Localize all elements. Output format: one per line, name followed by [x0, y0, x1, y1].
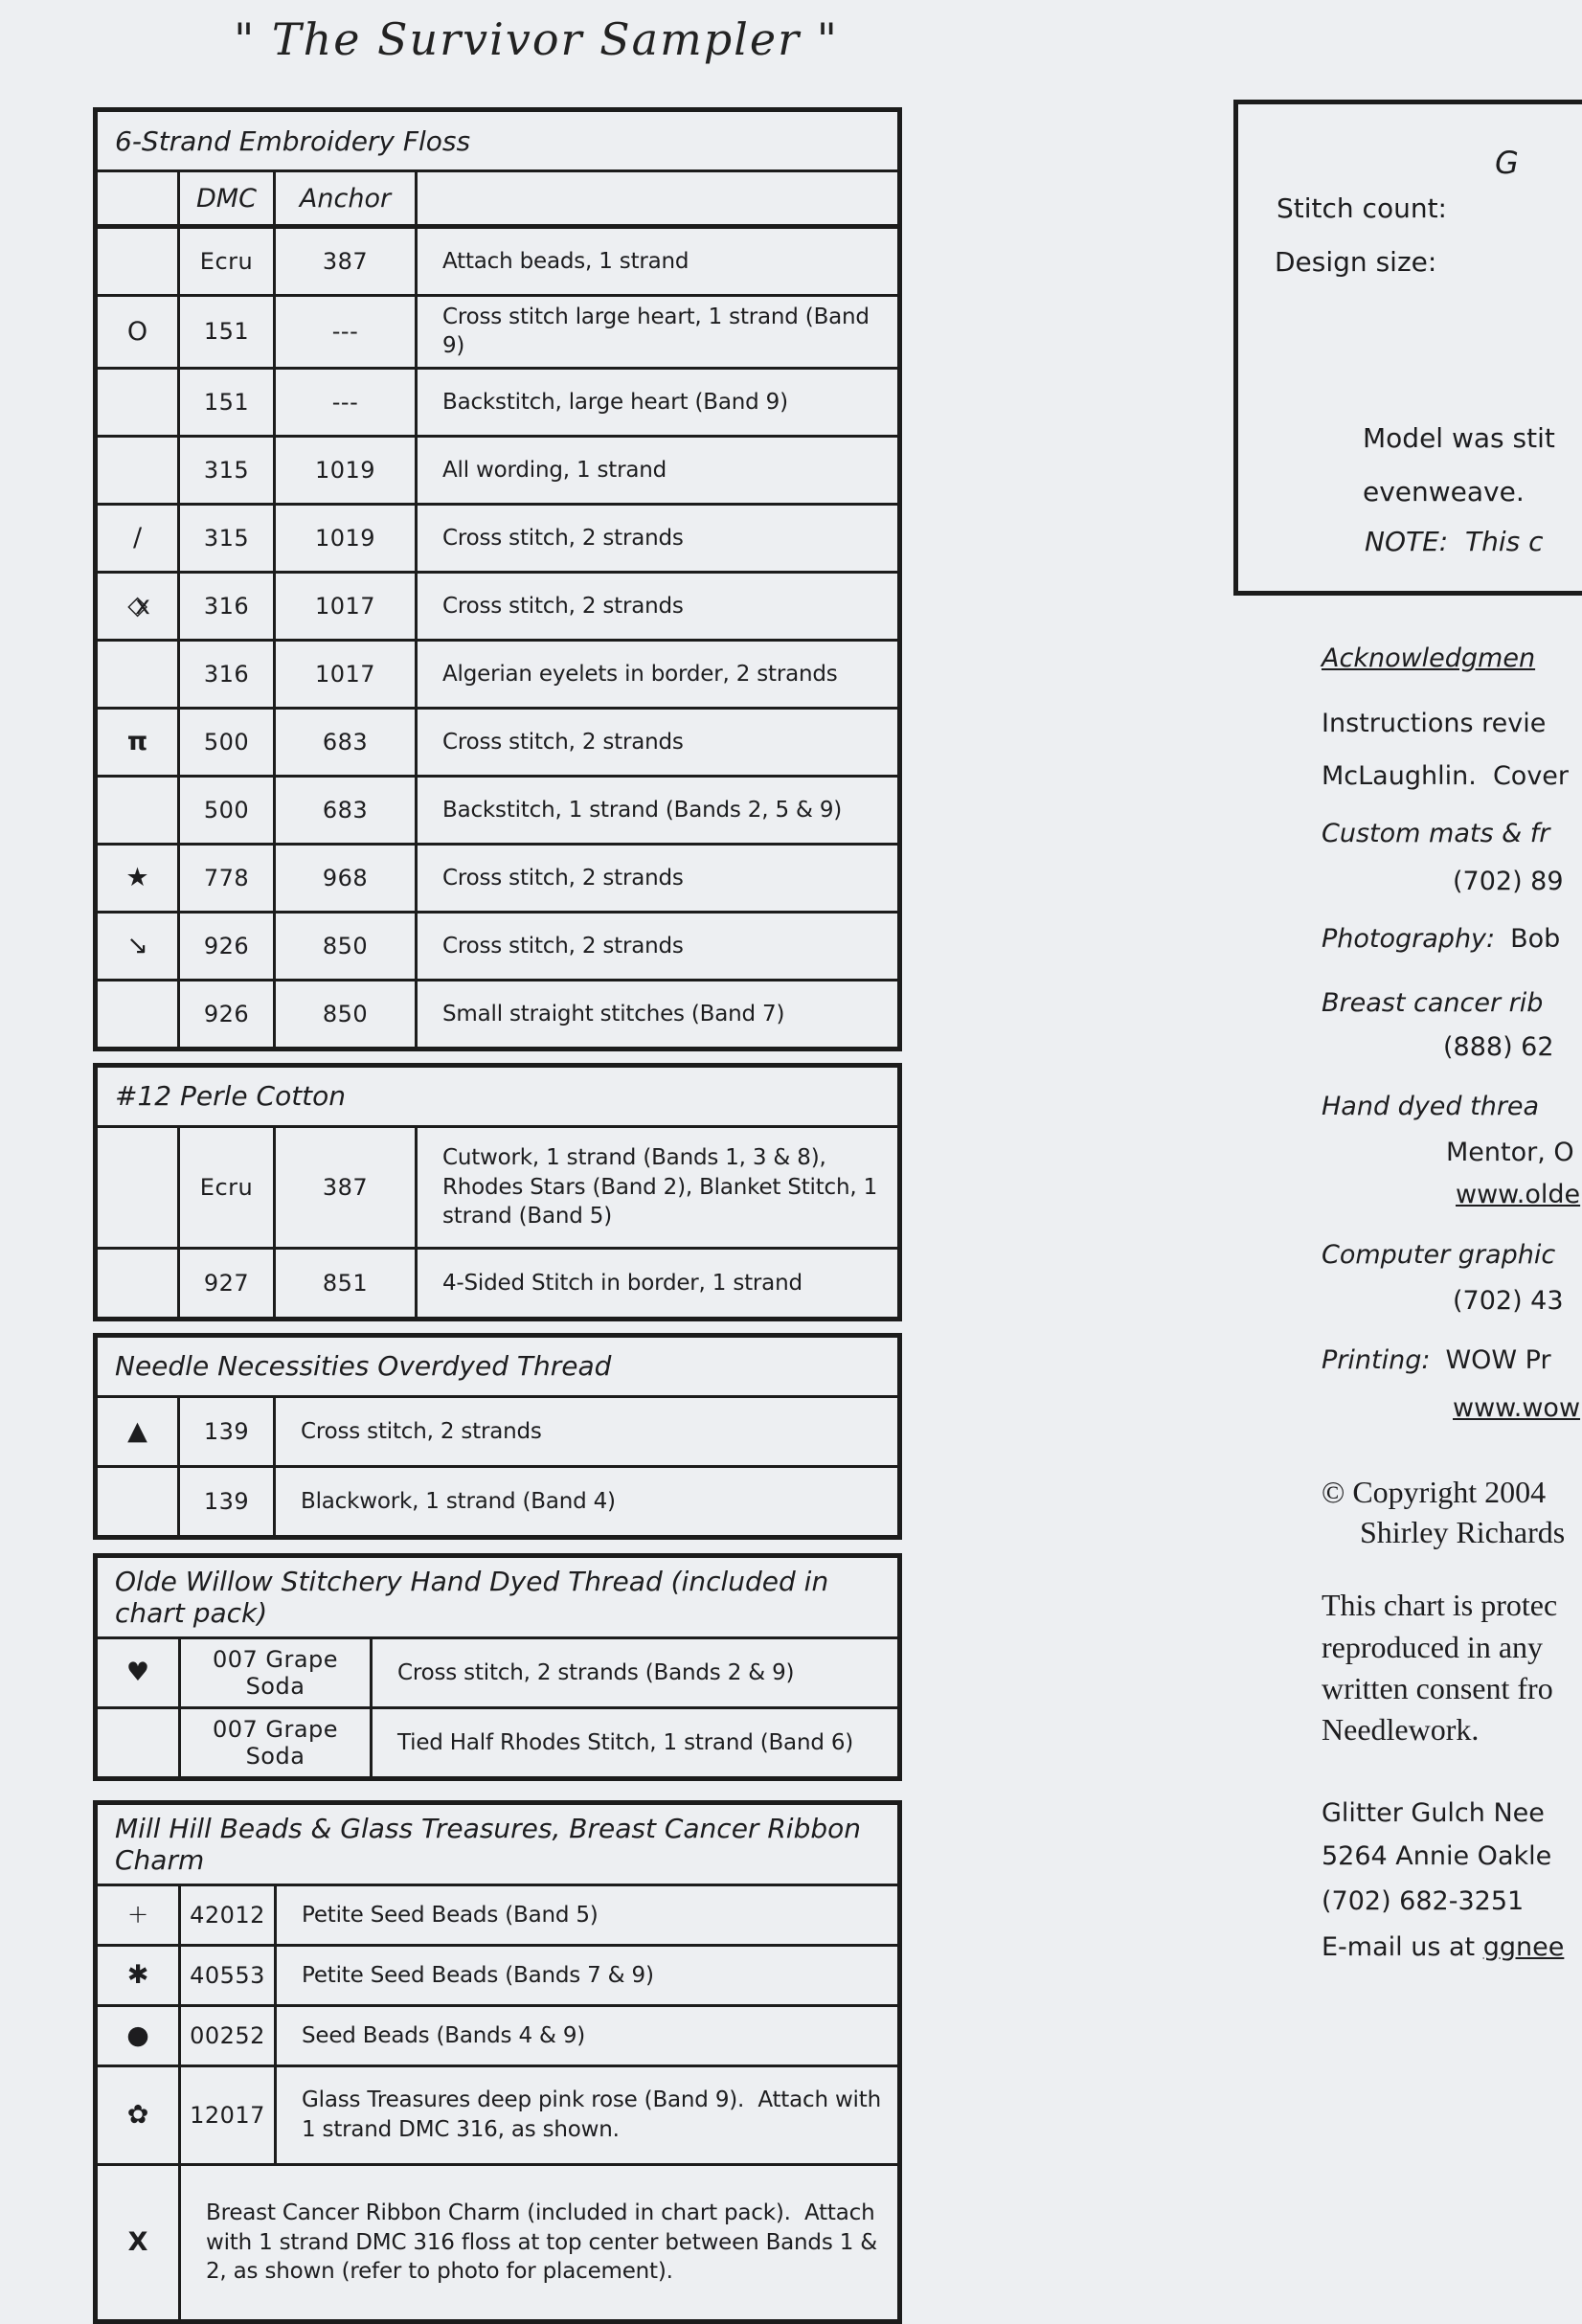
code-cell: 151 [179, 368, 275, 436]
description-cell: Backstitch, 1 strand (Bands 2, 5 & 9) [417, 776, 900, 844]
code-cell: Ecru [179, 1126, 275, 1248]
description-cell: 4-Sided Stitch in border, 1 strand [417, 1248, 900, 1319]
model-note-line1: Model was stit [1363, 422, 1555, 454]
code-cell: 683 [275, 776, 417, 844]
section-header: Mill Hill Beads & Glass Treasures, Breast Cancer Ribbon Charm [96, 1802, 900, 1884]
code-cell: --- [275, 368, 417, 436]
printing-value: WOW Pr [1445, 1345, 1551, 1375]
description-cell: Seed Beads (Bands 4 & 9) [276, 2005, 900, 2065]
code-cell: 500 [179, 708, 275, 776]
info-box-heading-partial: G [1495, 145, 1519, 181]
legend-tables [93, 107, 902, 2324]
model-note-line2: evenweave. [1363, 476, 1525, 508]
copyright-line1: © Copyright 2004 [1322, 1475, 1547, 1509]
symbol-cell [96, 640, 179, 708]
symbol-cell [96, 1466, 179, 1537]
code-cell: 778 [179, 844, 275, 912]
six-strand-floss-table [93, 107, 902, 1051]
symbol-cell: ♥ [96, 1637, 180, 1707]
description-cell: Cross stitch, 2 strands [417, 572, 900, 640]
perle-cotton-table [93, 1063, 902, 1321]
code-cell: 139 [179, 1466, 275, 1537]
acknowledgments-heading: Acknowledgmen [1322, 643, 1536, 673]
model-note-line3: NOTE: This c [1365, 526, 1544, 557]
email-prefix: E-mail us at [1322, 1932, 1483, 1962]
hand-dyed-website-link: www.olde [1456, 1180, 1581, 1209]
description-cell: Blackwork, 1 strand (Band 4) [275, 1466, 900, 1537]
code-cell: 968 [275, 844, 417, 912]
shop-name: Glitter Gulch Nee [1322, 1798, 1545, 1828]
general-info-box [1233, 100, 1582, 596]
code-cell: 927 [179, 1248, 275, 1319]
printing-label: Printing: [1322, 1345, 1431, 1375]
code-cell: 1019 [275, 504, 417, 572]
copyright-line2: Shirley Richards [1360, 1515, 1566, 1549]
olde-willow-table [93, 1553, 902, 1781]
symbol-cell: ✱ [96, 1945, 180, 2005]
code-cell: 315 [179, 436, 275, 504]
description-cell: All wording, 1 strand [417, 436, 900, 504]
code-cell: 00252 [180, 2005, 276, 2065]
description-cell: Cross stitch, 2 strands [417, 708, 900, 776]
code-cell: --- [275, 296, 417, 369]
ribbon-charm-phone: (888) 62 [1443, 1032, 1554, 1062]
computer-graphics-phone: (702) 43 [1453, 1286, 1564, 1316]
photography-label: Photography: [1322, 924, 1496, 954]
description-cell: Tied Half Rhodes Stitch, 1 strand (Band 6) [372, 1707, 900, 1778]
description-cell: Small straight stitches (Band 7) [417, 980, 900, 1049]
code-cell: 139 [179, 1396, 275, 1466]
stitch-count-label: Stitch count: [1277, 192, 1447, 224]
hand-dyed-city: Mentor, O [1446, 1138, 1574, 1167]
code-cell: 316 [179, 572, 275, 640]
symbol-cell: ✿ [96, 2065, 180, 2164]
symbol-cell [96, 368, 179, 436]
email-link: ggnee [1482, 1932, 1565, 1962]
code-cell: 850 [275, 980, 417, 1049]
column-header [96, 171, 179, 227]
printing-website-link: www.wow [1453, 1393, 1581, 1423]
code-cell: 850 [275, 912, 417, 980]
symbol-cell [96, 436, 179, 504]
code-cell: 12017 [180, 2065, 276, 2164]
description-cell: Cross stitch, 2 strands [417, 844, 900, 912]
symbol-cell: / [96, 504, 179, 572]
description-cell: Backstitch, large heart (Band 9) [417, 368, 900, 436]
photography-line [1322, 924, 1560, 954]
photography-value: Bob [1510, 924, 1561, 954]
needle-necessities-table [93, 1333, 902, 1540]
symbol-cell: X [96, 2164, 180, 2321]
symbol-cell [96, 1126, 179, 1248]
mill-hill-beads-table [93, 1800, 902, 2324]
description-cell: Cross stitch large heart, 1 strand (Band 9) [417, 296, 900, 369]
symbol-cell: ↘ [96, 912, 179, 980]
description-cell: Petite Seed Beads (Band 5) [276, 1884, 900, 1945]
code-cell: 42012 [180, 1884, 276, 1945]
column-header: Anchor [275, 171, 417, 227]
instructions-line1: Instructions revie [1322, 709, 1547, 738]
page-title: " The Survivor Sampler " [234, 13, 839, 65]
description-cell: Attach beads, 1 strand [417, 227, 900, 296]
symbol-cell [96, 1248, 179, 1319]
description-cell: Petite Seed Beads (Bands 7 & 9) [276, 1945, 900, 2005]
column-header: DMC [179, 171, 275, 227]
symbol-cell [96, 1707, 180, 1778]
description-cell: Cross stitch, 2 strands [417, 504, 900, 572]
ribbon-charm-line: Breast cancer rib [1322, 988, 1544, 1018]
printing-line [1322, 1345, 1551, 1375]
description-cell: Glass Treasures deep pink rose (Band 9). Attach with 1 strand DMC 316, as shown. [276, 2065, 900, 2164]
symbol-cell [96, 980, 179, 1049]
code-cell: 1017 [275, 640, 417, 708]
description-cell: Breast Cancer Ribbon Charm (included in chart pack). Attach with 1 strand DMC 316 floss at top center between Bands 1 & 2, as shown (refer to photo for placement). [180, 2164, 900, 2321]
symbol-cell: ▲ [96, 1396, 179, 1466]
protection-line3: written consent fro [1322, 1671, 1553, 1705]
symbol-cell: ● [96, 2005, 180, 2065]
symbol-cell: π [96, 708, 179, 776]
code-cell: 500 [179, 776, 275, 844]
custom-mats-phone: (702) 89 [1453, 867, 1564, 896]
section-header: 6-Strand Embroidery Floss [96, 110, 900, 171]
code-cell: 683 [275, 708, 417, 776]
description-cell: Cutwork, 1 strand (Bands 1, 3 & 8), Rhodes Stars (Band 2), Blanket Stitch, 1 strand (Band 5) [417, 1126, 900, 1248]
shop-email-line [1322, 1932, 1564, 1962]
symbol-cell: ★ [96, 844, 179, 912]
shop-phone: (702) 682-3251 [1322, 1886, 1525, 1916]
hand-dyed-line: Hand dyed threa [1322, 1092, 1540, 1121]
code-cell: 40553 [180, 1945, 276, 2005]
description-cell: Cross stitch, 2 strands [417, 912, 900, 980]
code-cell: 316 [179, 640, 275, 708]
symbol-cell: + [96, 1884, 180, 1945]
symbol-cell [96, 227, 179, 296]
section-header: Olde Willow Stitchery Hand Dyed Thread (included in chart pack) [96, 1555, 900, 1637]
shop-address: 5264 Annie Oakle [1322, 1841, 1552, 1871]
code-cell: 387 [275, 227, 417, 296]
description-cell: Cross stitch, 2 strands (Bands 2 & 9) [372, 1637, 900, 1707]
protection-line1: This chart is protec [1322, 1588, 1558, 1622]
code-cell: 007 Grape Soda [180, 1707, 372, 1778]
code-cell: 151 [179, 296, 275, 369]
symbol-cell: O [96, 296, 179, 369]
code-cell: 1019 [275, 436, 417, 504]
computer-graphics-line: Computer graphic [1322, 1240, 1556, 1270]
protection-line4: Needlework. [1322, 1712, 1480, 1747]
code-cell: 007 Grape Soda [180, 1637, 372, 1707]
custom-mats-line: Custom mats & fr [1322, 819, 1550, 848]
instructions-line2: McLaughlin. Cover [1322, 761, 1570, 791]
symbol-cell: ◇x [96, 572, 179, 640]
design-size-label: Design size: [1275, 246, 1437, 278]
code-cell: 851 [275, 1248, 417, 1319]
code-cell: 926 [179, 980, 275, 1049]
column-header [417, 171, 900, 227]
code-cell: Ecru [179, 227, 275, 296]
description-cell: Cross stitch, 2 strands [275, 1396, 900, 1466]
protection-line2: reproduced in any [1322, 1630, 1544, 1664]
code-cell: 1017 [275, 572, 417, 640]
section-header: #12 Perle Cotton [96, 1065, 900, 1126]
description-cell: Algerian eyelets in border, 2 strands [417, 640, 900, 708]
code-cell: 387 [275, 1126, 417, 1248]
code-cell: 315 [179, 504, 275, 572]
symbol-cell [96, 776, 179, 844]
section-header: Needle Necessities Overdyed Thread [96, 1335, 900, 1396]
code-cell: 926 [179, 912, 275, 980]
